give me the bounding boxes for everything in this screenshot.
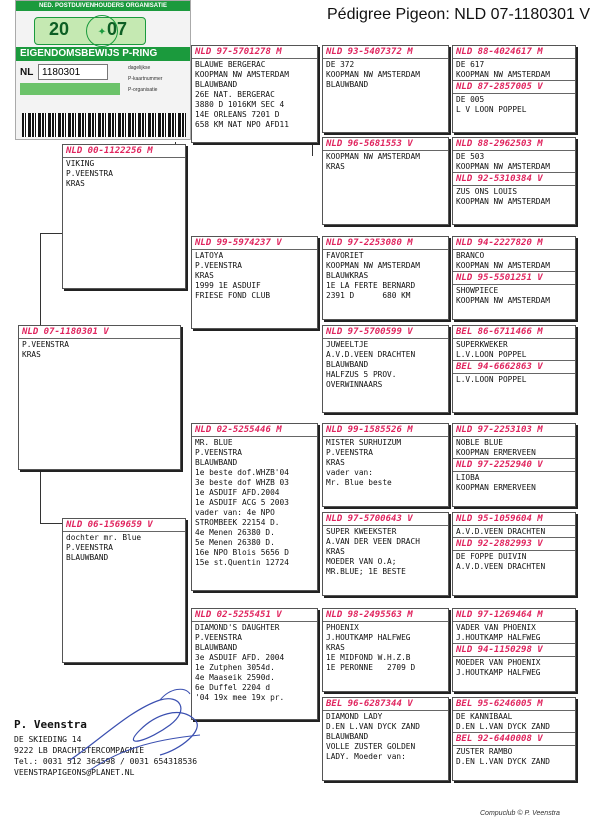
pigeon-detail: DIAMOND'S DAUGHTER: [195, 623, 280, 632]
pigeon-ring: NLD 87-2857005 V: [453, 80, 575, 93]
pigeon-detail: KOOPMAN NW AMSTERDAM: [195, 70, 289, 79]
pigeon-detail: L V LOON POPPEL: [456, 105, 527, 114]
pigeon-detail: KOOPMAN ERMERVEEN: [456, 483, 536, 492]
pigeon-ring: NLD 95-1059604 M: [456, 514, 543, 524]
pigeon-ring: BEL 94-6662863 V: [453, 360, 575, 373]
sire-ring: NLD 00-1122256 M: [66, 146, 153, 156]
pigeon-detail: KRAS: [326, 547, 345, 556]
pigeon-detail: 1E MIDFOND W.H.Z.B: [326, 653, 411, 662]
pigeon-detail: KRAS: [195, 271, 214, 280]
pigeon-detail: Mr. Blue beste: [326, 478, 392, 487]
connector-line: [40, 523, 62, 524]
pigeon-detail: A.VAN DER VEEN DRACH: [326, 537, 420, 546]
pigeon-detail: P.VEENSTRA: [22, 340, 69, 349]
pigeon-ring: NLD 02-5255446 M: [195, 425, 282, 435]
pigeon-detail: P.VEENSTRA: [326, 448, 373, 457]
breeder-phone: Tel.: 0031 512 364598 / 0031 654318536: [14, 757, 198, 766]
pigeon-detail: BLAUWBAND: [195, 643, 238, 652]
pigeon-detail: 5e Menen 26380 D.: [195, 538, 275, 547]
sticker-number: 1180301: [38, 64, 108, 80]
pigeon-detail: FRIESE FOND CLUB: [195, 291, 271, 300]
pigeon-ring: NLD 99-1585526 M: [326, 425, 413, 435]
pigeon-ring: NLD 97-1269464 M: [456, 610, 543, 620]
pigeon-ring: NLD 92-2882993 V: [453, 537, 575, 550]
pigeon-detail: 1e ASDUIF ACG 5 2003: [195, 498, 289, 507]
signature-icon: [60, 680, 230, 780]
pigeon-detail: ZUSTER RAMBO: [456, 747, 513, 756]
pigeon-detail: 26E NAT. BERGERAC: [195, 90, 275, 99]
great-grandparent-card[interactable]: [322, 697, 449, 781]
pigeon-detail: KOOPMAN NW AMSTERDAM: [456, 162, 550, 171]
sticker-marks: [128, 63, 188, 96]
pigeon-detail: D.EN L.VAN DYCK ZAND: [326, 722, 420, 731]
pigeon-ring: NLD 97-2253103 M: [456, 425, 543, 435]
ring-certificate-sticker: [15, 0, 191, 140]
pigeon-ring: NLD 94-1150298 V: [453, 643, 575, 656]
pigeon-detail: BLAUWBAND: [326, 732, 369, 741]
pigeon-detail: P.VEENSTRA: [195, 633, 242, 642]
pigeon-detail: 1e ASDUIF AFD.2004: [195, 488, 280, 497]
pigeon-detail: BRANCO: [456, 251, 485, 260]
pigeon-detail: L.V.LOON POPPEL: [456, 375, 527, 384]
pigeon-detail: STROMBEEK 22154 D.: [195, 518, 280, 527]
subject-ring: NLD 07-1180301 V: [22, 327, 109, 337]
pigeon-detail: KRAS: [326, 458, 345, 467]
pigeon-ring: NLD 96-5681553 V: [326, 139, 413, 149]
pigeon-logo-icon: ✦: [86, 15, 118, 47]
pigeon-detail: DE 372: [326, 60, 355, 69]
pigeon-detail: 14E ORLEANS 7201 D: [195, 110, 280, 119]
sticker-mark: P-organisatie: [128, 87, 158, 93]
pigeon-detail: 15e st.Quentin 12724: [195, 558, 289, 567]
breeder-address: DE SKIEDING 14: [14, 735, 82, 744]
pigeon-detail: VIKING: [66, 159, 95, 168]
great-grandparent-card[interactable]: [322, 608, 449, 692]
sticker-band: EIGENDOMSBEWIJS P-RING: [16, 47, 191, 61]
pigeon-detail: 6e Duffel 2204 d: [195, 683, 271, 692]
grandparent-card[interactable]: [191, 236, 318, 329]
pigeon-detail: DIAMOND LADY: [326, 712, 383, 721]
pigeon-detail: P.VEENSTRA: [195, 261, 242, 270]
breeder-city: 9222 LB DRACHTSTERCOMPAGNIE: [14, 746, 145, 755]
pigeon-detail: 2391 D 680 KM: [326, 291, 411, 300]
breeder-name: P. Veenstra: [14, 718, 87, 731]
pigeon-ring: NLD 98-2495563 M: [326, 610, 413, 620]
pigeon-detail: 4e Maaseik 2590d.: [195, 673, 275, 682]
pigeon-detail: KOOPMAN NW AMSTERDAM: [456, 296, 550, 305]
great-grandparent-card[interactable]: [322, 45, 449, 133]
pigeon-ring: NLD 97-2252940 V: [453, 458, 575, 471]
pigeon-detail: J.HOUTKAMP HALFWEG: [456, 668, 541, 677]
pigeon-detail: BLAUWBAND: [195, 458, 238, 467]
ancestor-pair-card[interactable]: [452, 236, 576, 320]
pigeon-detail: 3880 D 1016KM SEC 4: [195, 100, 285, 109]
pigeon-detail: 3e ASDUIF AFD. 2004: [195, 653, 285, 662]
pigeon-detail: VADER VAN PHOENIX: [456, 623, 536, 632]
pigeon-detail: 4e Menen 26380 D.: [195, 528, 275, 537]
dam-ring: NLD 06-1569659 V: [66, 520, 153, 530]
pigeon-detail: MISTER SURHUIZUM: [326, 438, 402, 447]
pigeon-detail: KOOPMAN NW AMSTERDAM: [326, 152, 420, 161]
pigeon-detail: vader van: 4e NPO: [195, 508, 275, 517]
pigeon-ring: NLD 97-5700643 V: [326, 514, 413, 524]
pigeon-detail: 658 KM NAT NPO AFD11: [195, 120, 289, 129]
pigeon-detail: LATOYA: [195, 251, 224, 260]
pigeon-ring: NLD 93-5407372 M: [326, 47, 413, 57]
sticker-country: NL: [20, 67, 34, 78]
pigeon-detail: BLAUWKRAS: [326, 271, 369, 280]
subject-card[interactable]: [18, 325, 181, 470]
pigeon-detail: A.V.D.VEEN DRACHTEN: [456, 562, 546, 571]
pigeon-ring: NLD 88-4024617 M: [456, 47, 543, 57]
sticker-green-strip: [20, 83, 120, 95]
pigeon-detail: KOOPMAN NW AMSTERDAM: [456, 197, 550, 206]
pigeon-detail: KRAS: [326, 643, 345, 652]
pigeon-ring: BEL 92-6440008 V: [453, 732, 575, 745]
pigeon-detail: SUPERKWEKER: [456, 340, 508, 349]
pigeon-detail: SHOWPIECE: [456, 286, 499, 295]
pigeon-detail: dochter mr. Blue: [66, 533, 142, 542]
sticker-year-b: 07: [107, 19, 128, 39]
pigeon-detail: DE 617: [456, 60, 485, 69]
ancestor-pair-card[interactable]: [452, 137, 576, 225]
pigeon-ring: BEL 96-6287344 V: [326, 699, 413, 709]
dam-card[interactable]: [62, 518, 186, 663]
pigeon-detail: 1E LA FERTE BERNARD: [326, 281, 416, 290]
pigeon-detail: FAVORIET: [326, 251, 364, 260]
pigeon-detail: MR.BLUE; 1E BESTE: [326, 567, 406, 576]
pigeon-detail: D.EN L.VAN DYCK ZAND: [456, 757, 550, 766]
sticker-mark: P-kaartnummer: [128, 76, 163, 82]
pigeon-detail: P.VEENSTRA: [66, 543, 113, 552]
pigeon-detail: BLAUWBAND: [66, 553, 109, 562]
pigeon-detail: 1E PERONNE 2709 D: [326, 663, 416, 672]
pigeon-detail: VOLLE ZUSTER GOLDEN: [326, 742, 416, 751]
pigeon-detail: MR. BLUE: [195, 438, 233, 447]
pigeon-detail: L.V.LOON POPPEL: [456, 350, 527, 359]
pigeon-detail: 1999 1E ASDUIF: [195, 281, 261, 290]
breeder-email[interactable]: VEENSTRAPIGEONS@PLANET.NL: [14, 768, 135, 777]
pigeon-detail: '04 19x mee 19x pr.: [195, 693, 285, 702]
pigeon-detail: 1e Zutphen 3054d.: [195, 663, 275, 672]
pigeon-ring: BEL 86-6711466 M: [456, 327, 543, 337]
pigeon-detail: P.VEENSTRA: [195, 448, 242, 457]
pigeon-detail: J.HOUTKAMP HALFWEG: [456, 633, 541, 642]
great-grandparent-card[interactable]: [322, 325, 449, 413]
pigeon-ring: NLD 97-5701278 M: [195, 47, 282, 57]
pigeon-detail: 16e NPO Blois 5656 D: [195, 548, 289, 557]
grandparent-card[interactable]: [191, 45, 318, 143]
pigeon-detail: DE FOPPE DUIVIN: [456, 552, 527, 561]
pigeon-detail: LADY. Moeder van:: [326, 752, 406, 761]
pigeon-detail: 3e beste dof WHZB 03: [195, 478, 289, 487]
great-grandparent-card[interactable]: [322, 137, 449, 225]
connector-line: [40, 233, 62, 234]
pigeon-detail: BLAUWBAND: [326, 80, 369, 89]
ancestor-pair-card[interactable]: [452, 325, 576, 413]
pigeon-detail: 1e beste dof.WHZB'04: [195, 468, 289, 477]
great-grandparent-card[interactable]: [322, 236, 449, 320]
ancestor-pair-card[interactable]: [452, 608, 576, 692]
pigeon-detail: KRAS: [326, 162, 345, 171]
pigeon-detail: JUWEELTJE: [326, 340, 369, 349]
great-grandparent-card[interactable]: [322, 423, 449, 507]
pigeon-detail: BLAUWBAND: [326, 360, 369, 369]
pigeon-detail: KRAS: [66, 179, 85, 188]
pigeon-detail: DE 503: [456, 152, 485, 161]
pigeon-detail: HALFZUS 5 PROV.: [326, 370, 397, 379]
pigeon-detail: PHOENIX: [326, 623, 359, 632]
barcode: [22, 113, 186, 137]
pigeon-ring: NLD 88-2962503 M: [456, 139, 543, 149]
pigeon-ring: NLD 02-5255451 V: [195, 610, 282, 620]
sticker-year-a: 20: [49, 19, 70, 39]
pigeon-detail: DE 005: [456, 95, 485, 104]
pigeon-detail: P.VEENSTRA: [66, 169, 113, 178]
pigeon-detail: LIOBA: [456, 473, 480, 482]
page-title: Pédigree Pigeon: NLD 07-1180301 V: [327, 6, 590, 23]
pigeon-detail: KOOPMAN NW AMSTERDAM: [456, 70, 550, 79]
pigeon-detail: KRAS: [22, 350, 41, 359]
credit-line: Compuclub © P. Veenstra: [480, 810, 560, 817]
pigeon-ring: NLD 95-5501251 V: [453, 271, 575, 284]
pigeon-ring: NLD 92-5310384 V: [453, 172, 575, 185]
pigeon-detail: D.EN L.VAN DYCK ZAND: [456, 722, 550, 731]
pigeon-detail: vader van:: [326, 468, 373, 477]
pigeon-ring: NLD 97-2253080 M: [326, 238, 413, 248]
sticker-mark: dagelijkse: [128, 65, 151, 71]
pigeon-detail: A.V.D.VEEN DRACHTEN: [456, 527, 546, 536]
pigeon-detail: SUPER KWEEKSTER: [326, 527, 397, 536]
pigeon-detail: KOOPMAN NW AMSTERDAM: [326, 70, 420, 79]
pigeon-ring: NLD 99-5974237 V: [195, 238, 282, 248]
sire-card[interactable]: [62, 144, 186, 289]
ancestor-pair-card[interactable]: [452, 423, 576, 507]
pigeon-detail: OVERWINNAARS: [326, 380, 383, 389]
pigeon-detail: NOBLE BLUE: [456, 438, 503, 447]
ancestor-pair-card[interactable]: [452, 697, 576, 781]
pigeon-ring: NLD 94-2227820 M: [456, 238, 543, 248]
grandparent-card[interactable]: [191, 423, 318, 591]
ancestor-pair-card[interactable]: [452, 512, 576, 596]
pigeon-detail: DE KANNIBAAL: [456, 712, 513, 721]
pigeon-detail: BLAUWBAND: [195, 80, 238, 89]
great-grandparent-card[interactable]: [322, 512, 449, 596]
pigeon-ring: BEL 95-6246005 M: [456, 699, 543, 709]
pigeon-detail: MOEDER VAN PHOENIX: [456, 658, 541, 667]
pigeon-detail: ZUS ONS LOUIS: [456, 187, 518, 196]
pigeon-detail: J.HOUTKAMP HALFWEG: [326, 633, 411, 642]
pigeon-detail: MOEDER VAN O.A;: [326, 557, 397, 566]
pigeon-detail: KOOPMAN ERMERVEEN: [456, 448, 536, 457]
pigeon-ring: NLD 97-5700599 V: [326, 327, 413, 337]
pigeon-detail: KOOPMAN NW AMSTERDAM: [456, 261, 550, 270]
pigeon-detail: A.V.D.VEEN DRACHTEN: [326, 350, 416, 359]
pigeon-detail: BLAUWE BERGERAC: [195, 60, 266, 69]
ancestor-pair-card[interactable]: [452, 45, 576, 133]
pigeon-detail: KOOPMAN NW AMSTERDAM: [326, 261, 420, 270]
sticker-org: NED. POSTDUIVENHOUDERS ORGANISATIE: [16, 1, 190, 11]
